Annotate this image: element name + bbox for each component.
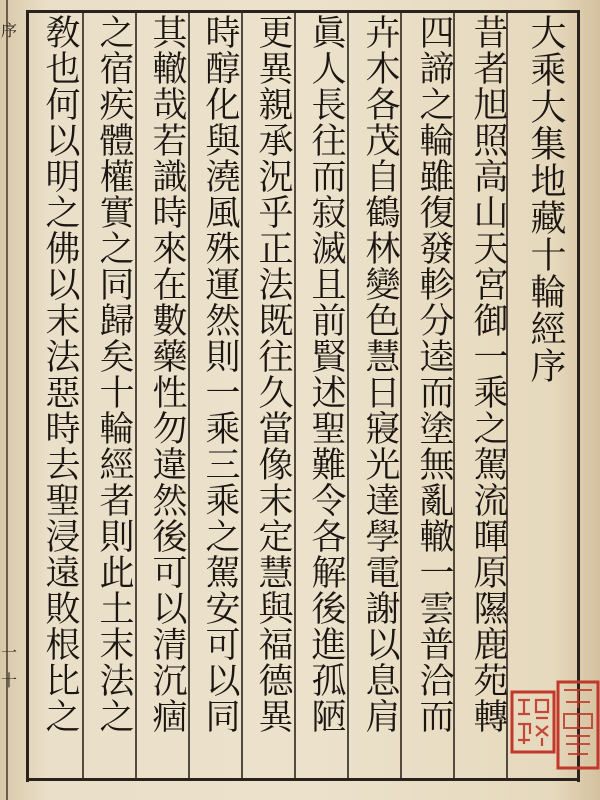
- text-column: 時醇化與澆風殊運然則一乘三乘之駕安可以同: [200, 14, 240, 734]
- text-column: 其轍哉若識時來在數藥性勿違然後可以清沉痼: [147, 14, 187, 734]
- text-column: 四諦之輪雖復發軫分逵而塗無亂轍一雲普洽而: [414, 14, 454, 734]
- seal-glyph-strokes: [518, 700, 548, 746]
- column-divider: [82, 13, 84, 778]
- edge-mark: 一: [0, 643, 17, 662]
- collector-seals: [508, 680, 600, 770]
- text-column: 眞人長往而寂滅且前賢述聖難令各解後進孤陋: [306, 14, 346, 734]
- text-column: 卉木各茂自鶴林變色慧日寢光達學電謝以息肩: [360, 14, 400, 734]
- text-column: 更異親承況乎正法既往久當像末定慧與福德異: [253, 14, 293, 734]
- sutra-title: 大乘大集地藏十輪經序: [525, 14, 566, 384]
- edge-mark: 十: [0, 671, 17, 690]
- text-column: 昔者旭照高山天宮御一乘之駕流暉原隰鹿苑轉: [468, 14, 508, 734]
- edge-mark: 序: [0, 21, 17, 40]
- text-column: 敎也何以明之佛以末法惡時去聖浸遠敗根比之: [40, 14, 80, 734]
- seal-glyph-strokes: [564, 690, 592, 756]
- text-column: 之宿疾體權實之同歸矣十輪經者則此土末法之: [94, 14, 134, 734]
